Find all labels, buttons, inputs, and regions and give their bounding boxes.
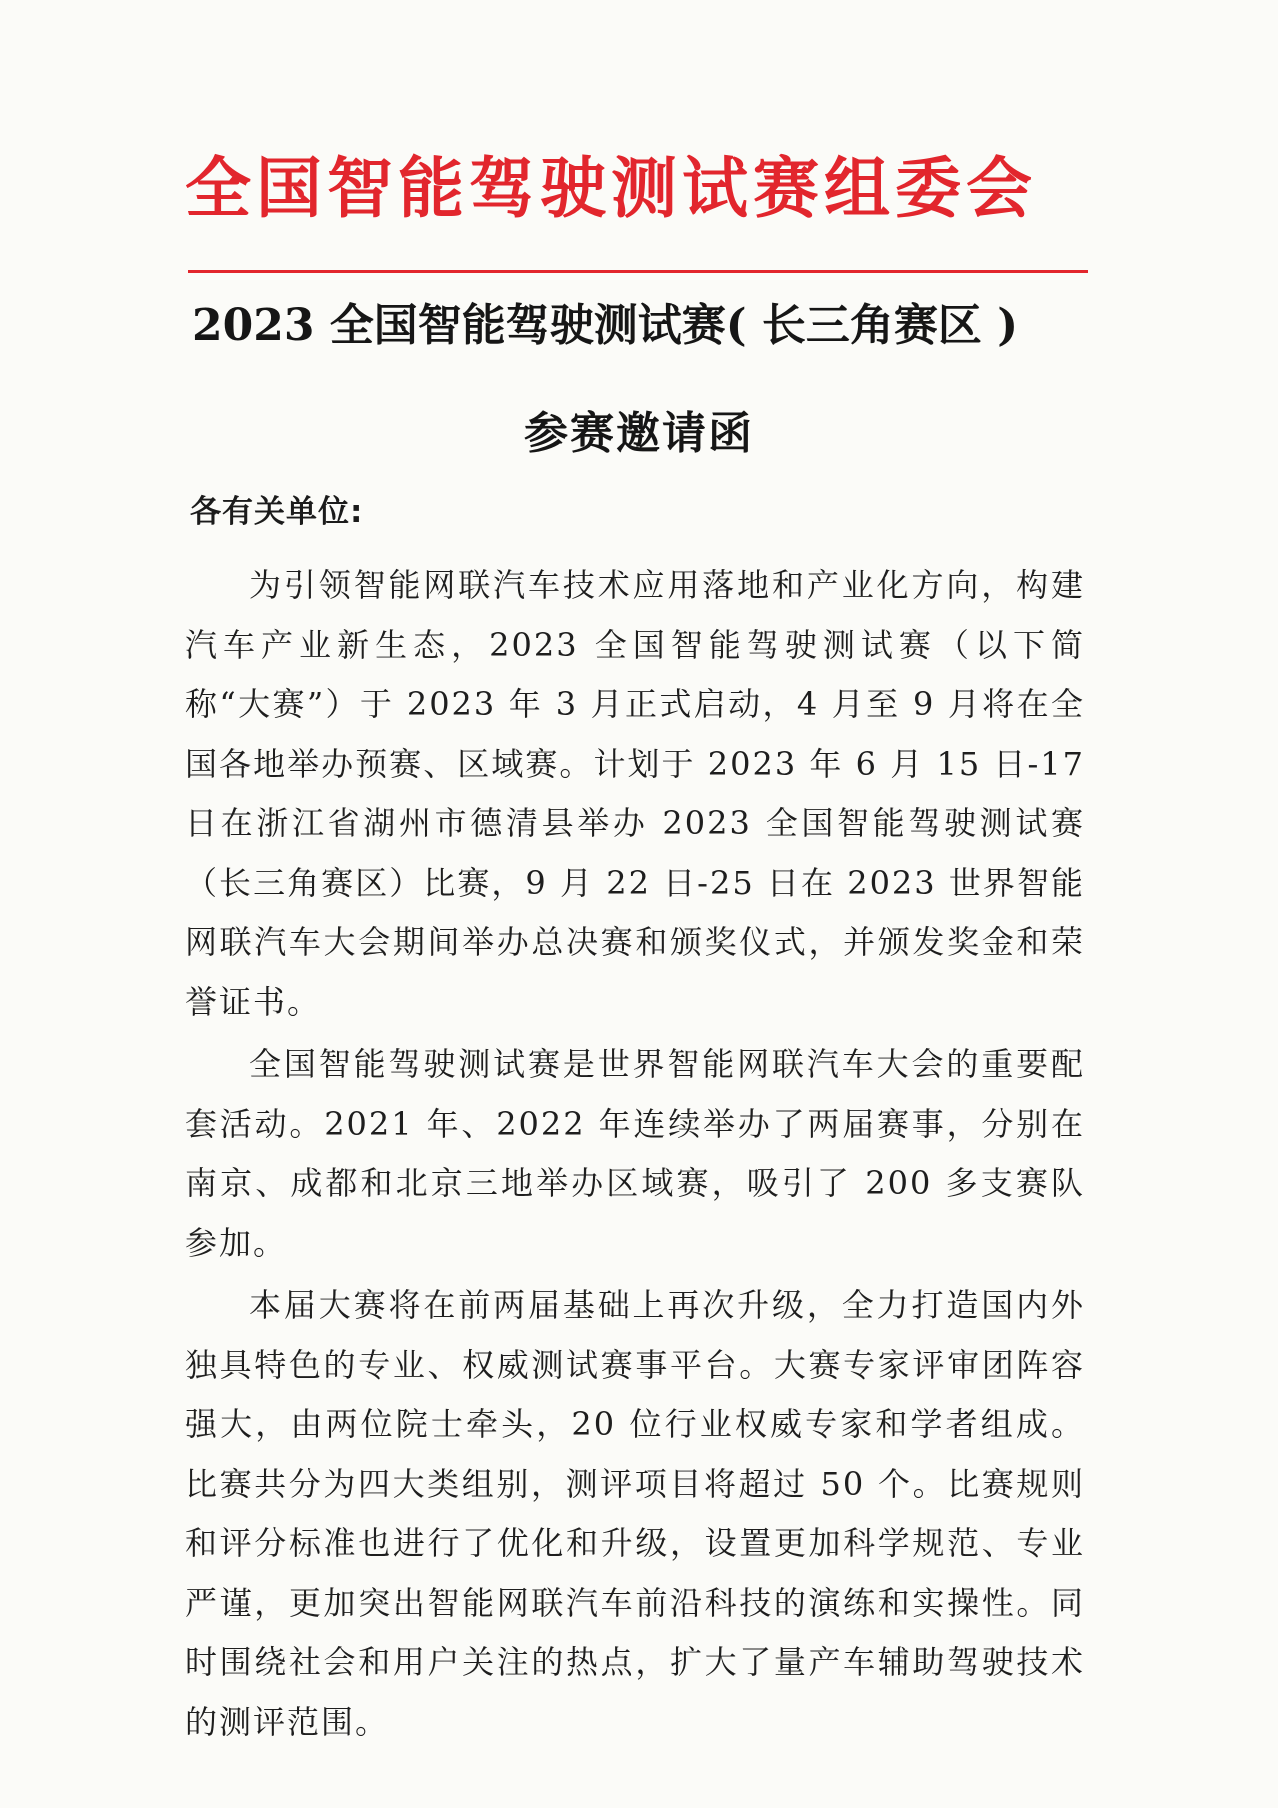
organization-header: 全国智能驾驶测试赛组委会 <box>185 150 1037 227</box>
header-divider <box>188 270 1088 273</box>
document-subtitle: 参赛邀请函 <box>524 408 754 459</box>
document-title: 2023 全国智能驾驶测试赛( 长三角赛区 ) <box>192 300 1019 351</box>
paragraph-1: 为引领智能网联汽车技术应用落地和产业化方向，构建汽车产业新生态，2023 全国智能驾驶测试赛（以下简称“大赛”）于 2023 年 3 月正式启动，4 月至 9 月将在全国各地举办预赛、区域赛。计划于 2023 年 6 月 15 日-17 日在浙江省湖州市德清县举办 2023 全国智能驾驶测试赛（长三角赛区）比赛，9 月 22 日-25 日在 2023 世界智能网联汽车大会期间举办总决赛和颁奖仪式，并颁发奖金和荣誉证书。 <box>185 566 1085 1021</box>
paragraph-3: 本届大赛将在前两届基础上再次升级，全力打造国内外独具特色的专业、权威测试赛事平台。大赛专家评审团阵容强大，由两位院士牵头，20 位行业权威专家和学者组成。比赛共分为四大类组别，测评项目将超过 50 个。比赛规则和评分标准也进行了优化和升级，设置更加科学规范、专业严谨，更加突出智能网联汽车前沿科技的演练和实操性。同时围绕社会和用户关注的热点，扩大了量产车辅助驾驶技术的测评范围。 <box>185 1286 1085 1741</box>
salutation: 各有关单位: <box>190 494 364 530</box>
paragraph-2: 全国智能驾驶测试赛是世界智能网联汽车大会的重要配套活动。2021 年、2022 年连续举办了两届赛事，分别在南京、成都和北京三地举办区域赛，吸引了 200 多支赛队参加。 <box>185 1045 1085 1262</box>
letter-body <box>185 556 1085 1755</box>
